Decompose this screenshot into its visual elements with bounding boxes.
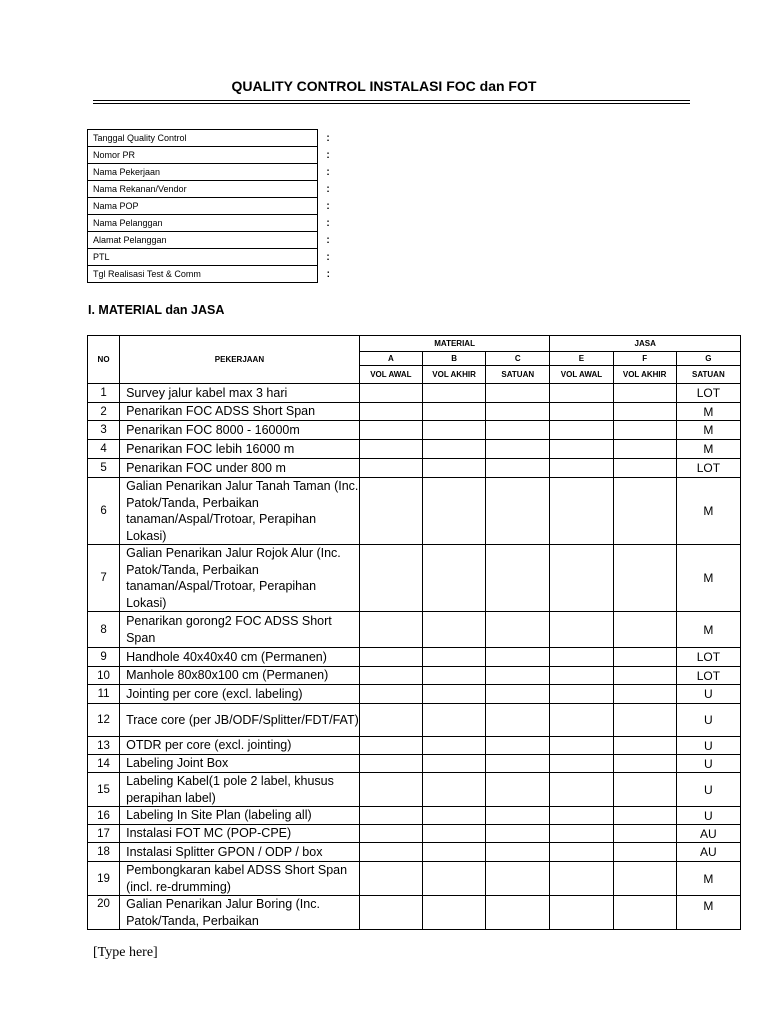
row-input-cell[interactable] [359, 896, 422, 930]
row-input-cell[interactable] [486, 403, 550, 421]
table-row [88, 459, 741, 478]
table-row [88, 896, 741, 930]
row-input-cell[interactable] [486, 704, 550, 737]
row-input-cell[interactable] [422, 440, 485, 459]
section-title: I. MATERIAL dan JASA [88, 303, 225, 317]
info-label: Tgl Realisasi Test & Comm [88, 266, 318, 283]
row-input-cell[interactable] [550, 755, 613, 773]
header-letter: E [550, 352, 613, 366]
row-number: 8 [88, 612, 120, 648]
info-value-field[interactable]: : [326, 183, 330, 195]
row-pekerjaan: Penarikan FOC ADSS Short Span [120, 403, 360, 421]
row-input-cell[interactable] [550, 648, 613, 667]
row-input-cell[interactable] [422, 825, 485, 843]
table-row [88, 667, 741, 685]
row-number: 7 [88, 545, 120, 612]
row-input-cell[interactable] [422, 685, 485, 704]
row-input-cell[interactable] [486, 807, 550, 825]
row-input-cell[interactable] [422, 478, 485, 545]
header-letter: C [486, 352, 550, 366]
row-number: 12 [88, 704, 120, 737]
row-number: 14 [88, 755, 120, 773]
row-input-cell[interactable] [613, 545, 676, 612]
row-input-cell[interactable] [550, 825, 613, 843]
document-title: QUALITY CONTROL INSTALASI FOC dan FOT [231, 78, 537, 94]
table-row [88, 825, 741, 843]
row-pekerjaan: Galian Penarikan Jalur Rojok Alur (Inc. Patok/Tanda, Perbaikan tanaman/Aspal/Trotoar, Perapihan Lokasi) [120, 545, 360, 612]
header-jasa: JASA [550, 336, 741, 352]
row-pekerjaan: Jointing per core (excl. labeling) [120, 685, 360, 704]
row-satuan: M [676, 403, 740, 421]
row-input-cell[interactable] [613, 478, 676, 545]
row-satuan: U [676, 807, 740, 825]
row-input-cell[interactable] [422, 384, 485, 403]
row-input-cell[interactable] [359, 384, 422, 403]
info-value-field[interactable]: : [326, 217, 330, 229]
row-number: 18 [88, 843, 120, 862]
info-label: PTL [88, 249, 318, 266]
row-input-cell[interactable] [613, 825, 676, 843]
row-number: 19 [88, 862, 120, 896]
row-input-cell[interactable] [486, 459, 550, 478]
row-input-cell[interactable] [422, 737, 485, 755]
table-row [88, 440, 741, 459]
row-satuan: LOT [676, 459, 740, 478]
row-input-cell[interactable] [613, 755, 676, 773]
info-label: Nama Rekanan/Vendor [88, 181, 318, 198]
row-input-cell[interactable] [613, 667, 676, 685]
table-row [88, 403, 741, 421]
row-input-cell[interactable] [550, 545, 613, 612]
row-input-cell[interactable] [422, 403, 485, 421]
row-input-cell[interactable] [613, 612, 676, 648]
row-satuan: M [676, 862, 740, 896]
row-input-cell[interactable] [359, 421, 422, 440]
row-satuan: M [676, 478, 740, 545]
row-input-cell[interactable] [359, 545, 422, 612]
info-value-field[interactable]: : [326, 234, 330, 246]
row-pekerjaan: Penarikan gorong2 FOC ADSS Short Span [120, 612, 360, 648]
row-input-cell[interactable] [359, 612, 422, 648]
row-satuan: M [676, 545, 740, 612]
row-pekerjaan: Manhole 80x80x100 cm (Permanen) [120, 667, 360, 685]
row-input-cell[interactable] [486, 545, 550, 612]
row-pekerjaan: OTDR per core (excl. jointing) [120, 737, 360, 755]
row-input-cell[interactable] [486, 478, 550, 545]
row-pekerjaan: Survey jalur kabel max 3 hari [120, 384, 360, 403]
row-input-cell[interactable] [613, 403, 676, 421]
row-input-cell[interactable] [486, 612, 550, 648]
row-input-cell[interactable] [613, 843, 676, 862]
row-input-cell[interactable] [613, 648, 676, 667]
row-input-cell[interactable] [613, 421, 676, 440]
row-input-cell[interactable] [613, 459, 676, 478]
row-input-cell[interactable] [550, 843, 613, 862]
row-input-cell[interactable] [613, 862, 676, 896]
header-subhead: SATUAN [676, 366, 740, 384]
row-input-cell[interactable] [486, 862, 550, 896]
footer-placeholder[interactable]: [Type here] [93, 945, 158, 960]
header-letter: G [676, 352, 740, 366]
row-satuan: U [676, 704, 740, 737]
row-number: 13 [88, 737, 120, 755]
row-input-cell[interactable] [613, 896, 676, 930]
info-table [87, 129, 339, 283]
info-label: Nama POP [88, 198, 318, 215]
header-subhead: VOL AWAL [550, 366, 613, 384]
header-no: NO [88, 336, 120, 384]
table-row [88, 773, 741, 807]
header-subhead: VOL AKHIR [422, 366, 485, 384]
row-satuan: AU [676, 843, 740, 862]
row-satuan: M [676, 421, 740, 440]
row-satuan: LOT [676, 648, 740, 667]
row-input-cell[interactable] [422, 421, 485, 440]
row-pekerjaan: Penarikan FOC 8000 - 16000m [120, 421, 360, 440]
info-row [88, 147, 339, 164]
row-satuan: U [676, 737, 740, 755]
row-number: 17 [88, 825, 120, 843]
row-input-cell[interactable] [359, 755, 422, 773]
row-input-cell[interactable] [422, 704, 485, 737]
info-row [88, 198, 339, 215]
row-input-cell[interactable] [422, 459, 485, 478]
row-input-cell[interactable] [486, 755, 550, 773]
row-input-cell[interactable] [359, 403, 422, 421]
row-input-cell[interactable] [422, 896, 485, 930]
row-pekerjaan: Labeling Kabel(1 pole 2 label, khusus perapihan label) [120, 773, 360, 807]
row-number: 5 [88, 459, 120, 478]
row-input-cell[interactable] [613, 384, 676, 403]
info-label: Tanggal Quality Control [88, 130, 318, 147]
row-number: 16 [88, 807, 120, 825]
row-input-cell[interactable] [486, 843, 550, 862]
row-satuan: U [676, 685, 740, 704]
row-pekerjaan: Penarikan FOC lebih 16000 m [120, 440, 360, 459]
row-input-cell[interactable] [613, 685, 676, 704]
row-input-cell[interactable] [359, 825, 422, 843]
row-input-cell[interactable] [613, 440, 676, 459]
header-pekerjaan: PEKERJAAN [120, 336, 360, 384]
row-input-cell[interactable] [359, 862, 422, 896]
row-input-cell[interactable] [359, 667, 422, 685]
header-subhead: SATUAN [486, 366, 550, 384]
row-pekerjaan: Galian Penarikan Jalur Tanah Taman (Inc. Patok/Tanda, Perbaikan tanaman/Aspal/Trotoar, Perapihan Lokasi) [120, 478, 360, 545]
info-row [88, 130, 339, 147]
row-input-cell[interactable] [613, 773, 676, 807]
row-input-cell[interactable] [486, 737, 550, 755]
row-input-cell[interactable] [422, 807, 485, 825]
row-input-cell[interactable] [359, 459, 422, 478]
table-row [88, 704, 741, 737]
header-letter: B [422, 352, 485, 366]
row-input-cell[interactable] [550, 773, 613, 807]
info-label: Nama Pelanggan [88, 215, 318, 232]
row-number: 10 [88, 667, 120, 685]
row-input-cell[interactable] [422, 545, 485, 612]
table-row [88, 807, 741, 825]
row-input-cell[interactable] [486, 685, 550, 704]
row-input-cell[interactable] [486, 667, 550, 685]
row-number: 3 [88, 421, 120, 440]
info-label: Nomor PR [88, 147, 318, 164]
row-input-cell[interactable] [550, 421, 613, 440]
row-input-cell[interactable] [486, 384, 550, 403]
row-input-cell[interactable] [550, 459, 613, 478]
row-input-cell[interactable] [550, 612, 613, 648]
row-input-cell[interactable] [550, 384, 613, 403]
row-input-cell[interactable] [422, 612, 485, 648]
row-pekerjaan: Instalasi FOT MC (POP-CPE) [120, 825, 360, 843]
row-input-cell[interactable] [486, 773, 550, 807]
info-row [88, 215, 339, 232]
row-input-cell[interactable] [550, 403, 613, 421]
row-input-cell[interactable] [422, 755, 485, 773]
row-input-cell[interactable] [550, 807, 613, 825]
title-rule-bottom [93, 103, 690, 104]
row-pekerjaan: Instalasi Splitter GPON / ODP / box [120, 843, 360, 862]
table-row [88, 545, 741, 612]
row-input-cell[interactable] [359, 685, 422, 704]
row-satuan: M [676, 612, 740, 648]
table-row [88, 862, 741, 896]
row-input-cell[interactable] [422, 667, 485, 685]
row-input-cell[interactable] [486, 440, 550, 459]
row-input-cell[interactable] [613, 807, 676, 825]
table-row [88, 612, 741, 648]
row-input-cell[interactable] [550, 737, 613, 755]
row-input-cell[interactable] [422, 862, 485, 896]
row-input-cell[interactable] [550, 896, 613, 930]
row-input-cell[interactable] [486, 896, 550, 930]
info-row [88, 164, 339, 181]
row-number: 4 [88, 440, 120, 459]
row-pekerjaan: Penarikan FOC under 800 m [120, 459, 360, 478]
row-number: 20 [88, 896, 120, 930]
row-input-cell[interactable] [613, 737, 676, 755]
row-number: 9 [88, 648, 120, 667]
row-satuan: U [676, 755, 740, 773]
table-row [88, 421, 741, 440]
row-input-cell[interactable] [359, 843, 422, 862]
row-number: 1 [88, 384, 120, 403]
row-input-cell[interactable] [422, 843, 485, 862]
header-letter: A [359, 352, 422, 366]
row-number: 2 [88, 403, 120, 421]
info-row [88, 266, 339, 283]
row-input-cell[interactable] [359, 478, 422, 545]
row-satuan: AU [676, 825, 740, 843]
row-input-cell[interactable] [486, 648, 550, 667]
row-pekerjaan: Handhole 40x40x40 cm (Permanen) [120, 648, 360, 667]
table-row [88, 737, 741, 755]
row-input-cell[interactable] [550, 704, 613, 737]
table-row [88, 648, 741, 667]
info-label: Alamat Pelanggan [88, 232, 318, 249]
row-input-cell[interactable] [550, 685, 613, 704]
header-subhead: VOL AKHIR [613, 366, 676, 384]
table-row [88, 384, 741, 403]
row-input-cell[interactable] [550, 862, 613, 896]
header-letter: F [613, 352, 676, 366]
row-input-cell[interactable] [359, 648, 422, 667]
row-input-cell[interactable] [359, 704, 422, 737]
row-satuan: U [676, 773, 740, 807]
row-input-cell[interactable] [486, 825, 550, 843]
row-number: 15 [88, 773, 120, 807]
table-row [88, 755, 741, 773]
info-row [88, 249, 339, 266]
row-input-cell[interactable] [422, 773, 485, 807]
title-rule-top [93, 100, 690, 101]
info-value-field[interactable]: : [326, 132, 330, 144]
info-value-field[interactable]: : [326, 166, 330, 178]
row-input-cell[interactable] [550, 667, 613, 685]
row-pekerjaan: Pembongkaran kabel ADSS Short Span (incl. re-drumming) [120, 862, 360, 896]
row-satuan: LOT [676, 667, 740, 685]
row-pekerjaan: Galian Penarikan Jalur Boring (Inc. Patok/Tanda, Perbaikan [120, 896, 360, 930]
row-pekerjaan: Trace core (per JB/ODF/Splitter/FDT/FAT) [120, 704, 360, 737]
info-value-field[interactable]: : [326, 149, 330, 161]
row-satuan: M [676, 896, 740, 930]
header-subhead: VOL AWAL [359, 366, 422, 384]
row-input-cell[interactable] [613, 704, 676, 737]
info-label: Nama Pekerjaan [88, 164, 318, 181]
table-row [88, 685, 741, 704]
material-jasa-table [87, 335, 741, 930]
row-input-cell[interactable] [359, 737, 422, 755]
row-input-cell[interactable] [359, 440, 422, 459]
row-pekerjaan: Labeling In Site Plan (labeling all) [120, 807, 360, 825]
row-input-cell[interactable] [550, 440, 613, 459]
row-input-cell[interactable] [550, 478, 613, 545]
header-material: MATERIAL [359, 336, 550, 352]
row-input-cell[interactable] [359, 773, 422, 807]
row-number: 11 [88, 685, 120, 704]
info-row [88, 181, 339, 198]
row-pekerjaan: Labeling Joint Box [120, 755, 360, 773]
info-value-field[interactable]: : [326, 251, 330, 263]
info-value-field[interactable]: : [326, 268, 330, 280]
row-satuan: M [676, 440, 740, 459]
info-row [88, 232, 339, 249]
row-satuan: LOT [676, 384, 740, 403]
row-number: 6 [88, 478, 120, 545]
row-input-cell[interactable] [359, 807, 422, 825]
table-row [88, 478, 741, 545]
row-input-cell[interactable] [422, 648, 485, 667]
row-input-cell[interactable] [486, 421, 550, 440]
info-value-field[interactable]: : [326, 200, 330, 212]
table-row [88, 843, 741, 862]
